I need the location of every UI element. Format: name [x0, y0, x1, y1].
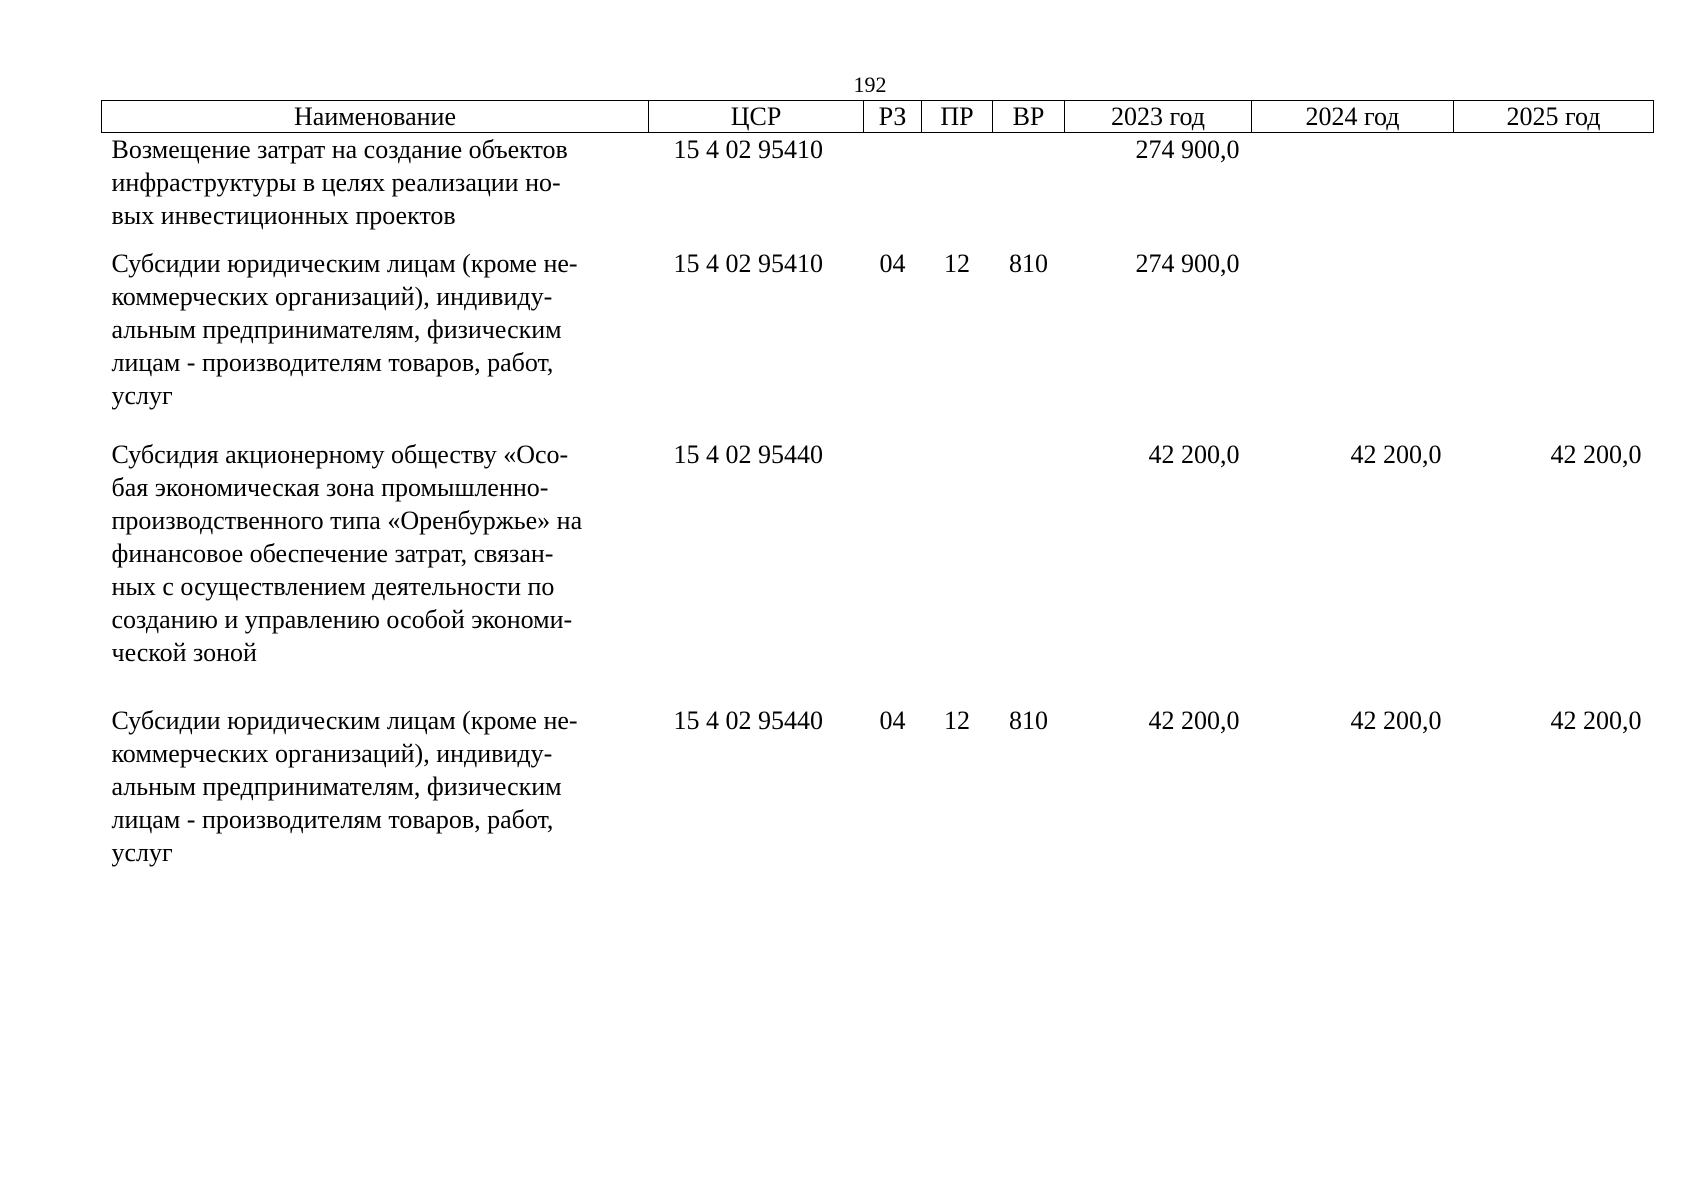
table-row — [102, 247, 1654, 438]
row-csr: 15 4 02 95410 — [673, 249, 823, 278]
header-pr: ПР — [922, 101, 993, 133]
row-pr: 12 — [944, 706, 970, 735]
row-2024 — [1252, 133, 1454, 248]
table-row — [102, 133, 1654, 248]
row-csr: 15 4 02 95440 — [673, 440, 823, 469]
row-csr: 15 4 02 95440 — [673, 706, 823, 735]
page-number: 192 — [853, 72, 887, 97]
row-2023: 274 900,0 — [1135, 135, 1240, 164]
header-vr: ВР — [993, 101, 1065, 133]
row-2023: 42 200,0 — [1148, 706, 1240, 735]
row-vr — [993, 438, 1065, 704]
row-name: Субсидии юридическим лицам (кроме не- коммерческих организаций), индивиду- альным предпринимателям, физическим лицам - производителям товаров, работ, услуг — [111, 706, 578, 867]
table-header-row — [102, 101, 1654, 133]
header-csr: ЦСР — [649, 101, 864, 133]
row-2023: 274 900,0 — [1135, 249, 1240, 278]
header-rz: РЗ — [864, 101, 922, 133]
header-2023: 2023 год — [1065, 101, 1252, 133]
row-rz — [864, 133, 922, 248]
row-vr — [993, 133, 1065, 248]
row-pr — [922, 133, 993, 248]
row-name: Возмещение затрат на создание объектов инфраструктуры в целях реализации но- вых инвестиционных проектов — [111, 135, 568, 230]
row-vr: 810 — [1009, 249, 1048, 278]
row-2025: 42 200,0 — [1550, 706, 1642, 735]
table-row — [102, 438, 1654, 704]
row-2025 — [1454, 133, 1654, 248]
budget-table — [101, 100, 1654, 869]
row-rz: 04 — [879, 249, 906, 278]
row-name: Субсидии юридическим лицам (кроме не- коммерческих организаций), индивиду- альным предпринимателям, физическим лицам - производителям товаров, работ, услуг — [111, 249, 578, 410]
header-2025: 2025 год — [1454, 101, 1654, 133]
row-2025 — [1454, 247, 1654, 438]
row-pr: 12 — [944, 249, 970, 278]
header-2024: 2024 год — [1252, 101, 1454, 133]
row-2024: 42 200,0 — [1350, 706, 1442, 735]
row-2024: 42 200,0 — [1350, 440, 1442, 469]
row-2025: 42 200,0 — [1550, 440, 1642, 469]
row-name: Субсидия акционерному обществу «Осо- бая экономическая зона промышленно- производственного типа «Оренбуржье» на финансовое обеспечение затрат, связан- ных с осуществлением деятельности по созданию и управлению особой экономи- ческой зоной — [111, 440, 583, 667]
row-2024 — [1252, 247, 1454, 438]
header-name: Наименование — [102, 101, 649, 133]
row-vr: 810 — [1009, 706, 1048, 735]
row-2023: 42 200,0 — [1148, 440, 1240, 469]
table-row — [102, 704, 1654, 869]
row-pr — [922, 438, 993, 704]
row-rz: 04 — [879, 706, 906, 735]
row-rz — [864, 438, 922, 704]
row-csr: 15 4 02 95410 — [673, 135, 823, 164]
